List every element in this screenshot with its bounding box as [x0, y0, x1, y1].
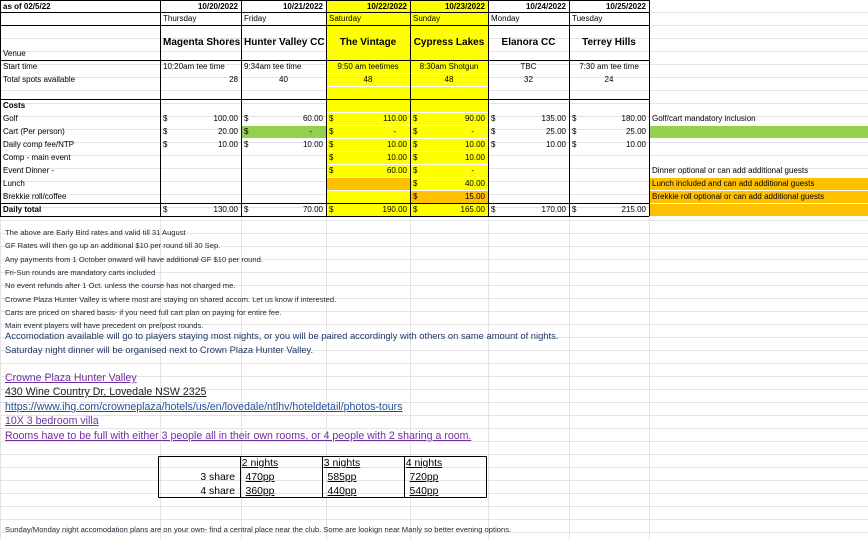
amount: 10.00 [464, 153, 485, 162]
amount: 10.00 [545, 140, 566, 149]
currency-symbol: $ [329, 153, 334, 162]
currency-symbol: $ [163, 114, 168, 123]
cost-value[interactable] [326, 164, 410, 177]
date-header[interactable]: 10/21/2022 [282, 2, 323, 11]
start-time-label[interactable]: Start time [3, 62, 38, 71]
cost-row-label[interactable]: Comp - main event [3, 153, 71, 162]
amount: 60.00 [386, 166, 407, 175]
amount: 10.00 [386, 140, 407, 149]
currency-symbol: $ [413, 205, 418, 214]
currency-symbol: $ [413, 192, 418, 201]
venue-name[interactable]: The Vintage [339, 37, 397, 48]
amount: 130.00 [213, 205, 238, 214]
amount: 10.00 [386, 153, 407, 162]
cost-note[interactable]: Dinner optional or can add additional guests [652, 166, 809, 175]
currency-symbol: $ [329, 166, 334, 175]
cost-value[interactable] [241, 125, 326, 138]
venue-name[interactable]: Elanora CC [501, 37, 556, 48]
saturday-highlight [327, 100, 410, 112]
cost-value[interactable] [160, 112, 241, 125]
amount: 10.00 [217, 140, 238, 149]
currency-symbol: $ [572, 114, 577, 123]
currency-symbol: $ [491, 127, 496, 136]
amount: 135.00 [541, 114, 566, 123]
day-header[interactable]: Saturday [329, 14, 362, 23]
currency-symbol: $ [163, 205, 168, 214]
cost-value[interactable] [326, 125, 410, 138]
currency-symbol: $ [413, 114, 418, 123]
info-note: Crowne Plaza Hunter Valley is where most are staying on shared accom. Let us know if interested. [5, 294, 337, 304]
cost-value[interactable] [488, 138, 569, 151]
amount: 60.00 [302, 114, 323, 123]
venue-name[interactable]: Cypress Lakes [413, 37, 485, 48]
hotel-url[interactable]: https://www.ihg.com/crowneplaza/hotels/us/en/lovedale/ntlhv/hoteldetail/photos-tours [5, 401, 403, 413]
cost-value[interactable] [410, 151, 488, 164]
accom-price[interactable]: 585pp [327, 472, 357, 483]
accom-header[interactable]: 4 nights [405, 458, 443, 469]
amount: 10.00 [464, 140, 485, 149]
accom-row-label[interactable]: 4 share [200, 486, 235, 497]
cost-row-label[interactable]: Daily comp fee/NTP [3, 140, 75, 149]
spots-value[interactable]: 48 [363, 75, 373, 84]
hotel-address: 430 Wine Country Dr, Lovedale NSW 2325 [5, 386, 207, 398]
cost-value[interactable] [569, 138, 649, 151]
daily-total-label[interactable]: Daily total [3, 205, 42, 214]
cost-value[interactable] [160, 138, 241, 151]
amount: 165.00 [460, 205, 485, 214]
currency-symbol: $ [572, 140, 577, 149]
currency-symbol: $ [491, 140, 496, 149]
currency-symbol: $ [163, 127, 168, 136]
cost-row-label[interactable]: Golf [3, 114, 18, 123]
amount: 215.00 [621, 205, 646, 214]
date-header[interactable]: 10/24/2022 [525, 2, 566, 11]
spots-value[interactable]: 32 [524, 75, 533, 84]
day-header[interactable]: Monday [491, 14, 520, 23]
info-note: Main event players will have precedent on pre/post rounds. [5, 321, 204, 331]
sunday-highlight [411, 100, 488, 112]
date-header[interactable]: 10/25/2022 [605, 2, 646, 11]
day-header[interactable]: Thursday [163, 14, 197, 23]
sunday-highlight [411, 87, 488, 99]
currency-symbol: $ [329, 127, 334, 136]
amount: 10.00 [625, 140, 646, 149]
cost-note[interactable]: Brekkie roll optional or can add additional guests [652, 192, 825, 201]
day-header[interactable]: Friday [244, 14, 267, 23]
cost-value[interactable] [410, 138, 488, 151]
accom-price[interactable]: 440pp [327, 486, 357, 497]
amount: 20.00 [217, 127, 238, 136]
cost-value[interactable] [410, 177, 488, 190]
daily-total-value[interactable] [410, 203, 488, 216]
spots-value[interactable]: 24 [604, 75, 614, 84]
cost-value[interactable] [326, 138, 410, 151]
currency-symbol: $ [491, 114, 496, 123]
amount: 180.00 [621, 114, 646, 123]
start-time[interactable]: 9:34am tee time [244, 62, 302, 71]
start-time[interactable]: 8:30am Shotgun [419, 62, 479, 71]
note-highlight [650, 126, 868, 138]
start-time[interactable]: 9:50 am teetimes [337, 62, 399, 71]
currency-symbol: $ [413, 127, 418, 136]
rooms-note: Rooms have to be full with either 3 people all in their own rooms, or 4 people with 2 sharing a room. [5, 430, 472, 442]
footer-note: Sunday/Monday night accomodation plans are on your own- find a central place near the club. Some are lookign near Manly so better evening options. [5, 525, 512, 534]
amount: - [471, 166, 474, 175]
date-header[interactable]: 10/23/2022 [444, 2, 485, 11]
info-note: GF Rates will then go up an additional $10 per round till 30 Sep. [5, 241, 221, 251]
venue-name[interactable]: Magenta Shores [163, 37, 241, 48]
info-note: Any payments from 1 October onward will have additional GF $10 per round. [5, 254, 263, 264]
info-note: Fri-Sun rounds are mandatory carts included [5, 267, 156, 277]
cost-value[interactable] [410, 112, 488, 125]
accommodation-note: Accomodation available will go to players staying most nights, or you will be paired accordingly with others on same amount of nights. [5, 330, 559, 341]
start-time[interactable]: 10:20am tee time [163, 62, 225, 71]
spots-value[interactable]: 40 [279, 75, 288, 84]
cost-value[interactable] [569, 125, 649, 138]
accom-price[interactable]: 360pp [245, 486, 275, 497]
cost-row-label[interactable]: Lunch [3, 179, 25, 188]
cost-value[interactable] [241, 138, 326, 151]
amount: 100.00 [213, 114, 238, 123]
amount: 110.00 [383, 114, 407, 123]
accommodation-note: Saturday night dinner will be organised next to Crown Plaza Hunter Valley. [5, 344, 314, 356]
amount: 25.00 [625, 127, 646, 136]
start-time[interactable]: TBC [520, 62, 537, 71]
currency-symbol: $ [413, 166, 418, 175]
hotel-name[interactable]: Crowne Plaza Hunter Valley [5, 372, 137, 384]
spots-value[interactable]: 48 [444, 75, 454, 84]
cost-value[interactable] [488, 112, 569, 125]
saturday-highlight [327, 191, 410, 203]
amount: - [393, 127, 396, 136]
amount: 90.00 [464, 114, 485, 123]
info-note: The above are Early Bird rates and valid till 31 August [5, 228, 186, 237]
amount: 15.00 [464, 192, 485, 201]
accom-header[interactable]: 2 nights [241, 458, 279, 469]
spots-label[interactable]: Total spots available [3, 75, 76, 84]
daily-total-value[interactable] [160, 203, 241, 216]
venue-name[interactable]: Terrey Hills [582, 37, 636, 48]
daily-total-value[interactable] [326, 203, 410, 216]
daily-total-value[interactable] [569, 203, 649, 216]
amount: 40.00 [464, 179, 485, 188]
currency-symbol: $ [244, 114, 249, 123]
day-header[interactable]: Sunday [413, 14, 441, 23]
currency-symbol: $ [329, 114, 334, 123]
cost-row-label[interactable]: Cart (Per person) [3, 127, 65, 136]
villa-info: 10X 3 bedroom villa [5, 415, 99, 427]
cost-value[interactable] [410, 164, 488, 177]
as-of-date[interactable]: as of 02/5/22 [3, 2, 51, 11]
info-note: Carts are priced on shared basis- if you need full cart plan on paying for entire fee. [5, 307, 282, 317]
amount: 70.00 [302, 205, 323, 214]
date-header[interactable]: 10/22/2022 [366, 2, 407, 11]
event-dinner-highlight [327, 178, 410, 190]
accom-row-label[interactable]: 3 share [200, 472, 235, 483]
currency-symbol: $ [491, 205, 496, 214]
accom-price[interactable]: 470pp [245, 472, 275, 483]
daily-total-value[interactable] [241, 203, 326, 216]
spots-value[interactable]: 28 [229, 75, 238, 84]
info-note: No event refunds after 1 Oct. unless the course has not charged me. [5, 281, 236, 291]
accom-header[interactable]: 3 nights [323, 458, 361, 469]
currency-symbol: $ [244, 140, 249, 149]
currency-symbol: $ [413, 179, 418, 188]
venue-name[interactable]: Hunter Valley CC [244, 37, 325, 48]
amount: - [471, 127, 474, 136]
day-header[interactable]: Tuesday [572, 14, 603, 23]
saturday-highlight [327, 87, 410, 99]
cost-value[interactable] [160, 125, 241, 138]
date-header[interactable]: 10/20/2022 [197, 2, 238, 11]
cost-value[interactable] [326, 151, 410, 164]
amount: 25.00 [545, 127, 566, 136]
currency-symbol: $ [244, 127, 249, 136]
currency-symbol: $ [163, 140, 168, 149]
currency-symbol: $ [572, 205, 577, 214]
accom-price[interactable]: 720pp [409, 472, 439, 483]
daily-total-value[interactable] [488, 203, 569, 216]
cost-note[interactable]: Lunch included and can add additional guests [652, 179, 815, 188]
venue-label[interactable]: Venue [3, 49, 26, 58]
currency-symbol: $ [329, 140, 334, 149]
currency-symbol: $ [329, 205, 334, 214]
currency-symbol: $ [413, 140, 418, 149]
amount: 10.00 [302, 140, 323, 149]
cost-note[interactable]: Golf/cart mandatory inclusion [652, 114, 756, 123]
costs-label[interactable]: Costs [3, 101, 26, 110]
cost-value[interactable] [488, 125, 569, 138]
accom-price[interactable]: 540pp [409, 486, 439, 497]
cost-value[interactable] [569, 112, 649, 125]
note-highlight [650, 204, 868, 216]
cost-value[interactable] [241, 112, 326, 125]
cost-row-label[interactable]: Brekkie roll/coffee [3, 192, 67, 201]
currency-symbol: $ [572, 127, 577, 136]
cost-row-label[interactable]: Event Dinner - [3, 166, 55, 175]
cost-value[interactable] [410, 125, 488, 138]
cost-value[interactable] [410, 190, 488, 203]
cost-value[interactable] [326, 112, 410, 125]
start-time[interactable]: 7:30 am tee time [579, 62, 639, 71]
amount: 170.00 [541, 205, 566, 214]
amount: 190.00 [382, 205, 407, 214]
amount: - [309, 127, 312, 136]
currency-symbol: $ [413, 153, 418, 162]
currency-symbol: $ [244, 205, 249, 214]
